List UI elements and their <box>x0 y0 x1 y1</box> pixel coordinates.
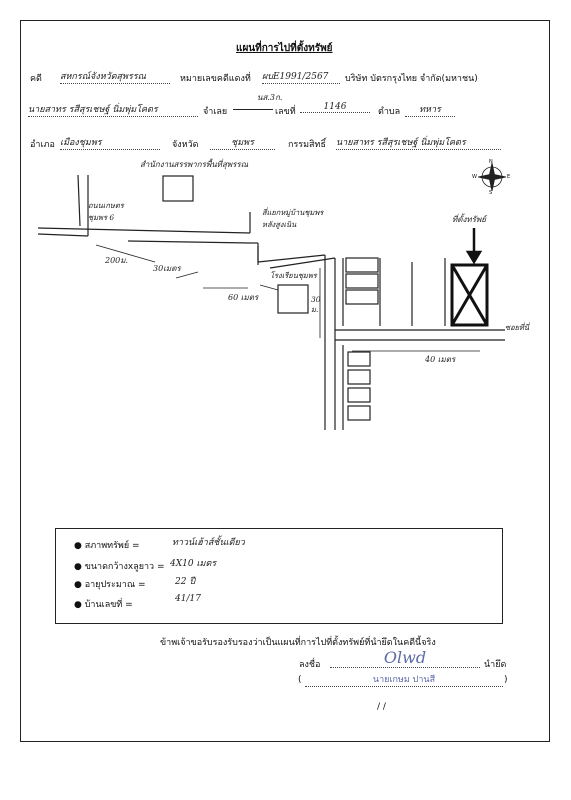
province-label: จังหวัด <box>172 140 199 150</box>
intersection-label: สี่แยกหมู่บ้านชุมพรหลังสูงเนิน <box>262 208 324 229</box>
legend-item-house-no: ● บ้านเลขที่ = <box>74 600 133 610</box>
school-label: โรงเรียนชุมพร <box>270 271 317 280</box>
sign-label: ลงชื่อ <box>299 660 321 670</box>
defendant-value: นายสาทร รสีสุรเชษฐ์ นิ่มพุ่มโคตร <box>28 102 198 117</box>
owner-value: นายสาทร รสีสุรเชษฐ์ นิ่มพุ่มโคตร <box>336 135 501 150</box>
main-road-label: ถนนเกษตรชุมพร 6 <box>88 201 124 222</box>
legend-item-size: ● ขนาดกว้างxลูยาว = <box>74 562 165 572</box>
legend-value-house-no: 41/17 <box>175 594 201 604</box>
office-building <box>163 176 193 201</box>
certification-text: ข้าพเจ้าขอรับรองรับรองว่าเป็นแผนที่การไปที่ตั้งทรัพย์ที่นำยึดในคดีนี้จริง <box>160 638 436 648</box>
district-label: อำเภอ <box>30 140 55 150</box>
soi-label: ซอยที่นี่ <box>505 323 530 332</box>
legend-value-condition: ทาวน์เฮ้าส์ชั้นเดียว <box>172 538 245 548</box>
signer-name: นายเกษม ปานสี <box>305 672 503 687</box>
case-label: คดี <box>30 74 42 84</box>
black-case-value: ผบE1991/2567 <box>262 69 340 84</box>
house-2 <box>346 274 378 288</box>
distance-30m-a: 30เมตร <box>153 264 181 273</box>
deed-number-value: 1146 <box>300 102 370 113</box>
deed-type-note: นส.3ก. <box>257 93 283 102</box>
deed-number-label: เลขที่ <box>275 107 296 117</box>
plaintiff-company: บริษัท บัตรกรุงไทย จำกัด(มหาชน) <box>345 74 478 84</box>
compass-icon <box>478 163 506 191</box>
defendant-label: จำเลย <box>203 107 228 117</box>
compass-west: W <box>472 174 477 180</box>
legend-item-condition: ● สภาพทรัพย์ = <box>74 541 140 551</box>
legend-item-age: ● อายุประมาณ = <box>74 580 146 590</box>
district-value: เมืองชุมพร <box>60 135 160 150</box>
date-slashes: / / <box>377 702 386 712</box>
black-case-label: หมายเลขคดีแดงที่ <box>180 74 251 84</box>
distance-40m: 40 เมตร <box>425 355 456 364</box>
compass-north: N <box>489 159 493 165</box>
signature: Olwd <box>330 648 480 668</box>
case-value: สหกรณ์จังหวัดสุพรรณ <box>60 69 170 84</box>
school-building <box>278 285 308 313</box>
distance-60m: 60 เมตร <box>228 293 259 302</box>
office-label: สำนักงานสรรพากรพื้นที่สุพรรณ <box>140 160 249 169</box>
target-arrow <box>468 228 480 262</box>
document-title: แผนที่การไปที่ตั้งทรัพย์ <box>236 43 333 54</box>
main-road-bottom-edge <box>128 241 250 243</box>
target-property-marker <box>452 265 487 325</box>
legend-value-size: 4X10 เมตร <box>170 559 217 569</box>
side-road-west-edge2 <box>78 175 80 226</box>
main-road-bottom-edge-left <box>38 234 88 236</box>
distance-30m-b: 30 ม. <box>311 295 321 314</box>
main-road-top-edge <box>38 228 250 233</box>
subdistrict-label: ตำบล <box>378 107 401 117</box>
subdistrict-value: ทหาร <box>405 102 455 117</box>
owner-label: กรรมสิทธิ์ <box>288 140 326 150</box>
target-label: ที่ตั้งทรัพย์ <box>452 215 486 224</box>
province-value: ชุมพร <box>210 135 275 150</box>
name-paren-right: ) <box>504 675 508 685</box>
house-3 <box>346 290 378 304</box>
compass-south: S <box>489 190 493 196</box>
compass-east: E <box>507 174 511 180</box>
legend-value-age: 22 ปี <box>175 577 196 587</box>
distance-200m: 200ม. <box>105 256 129 265</box>
house-1 <box>346 258 378 272</box>
name-paren-left: ( <box>298 675 302 685</box>
sign-role: นำยึด <box>484 660 507 670</box>
